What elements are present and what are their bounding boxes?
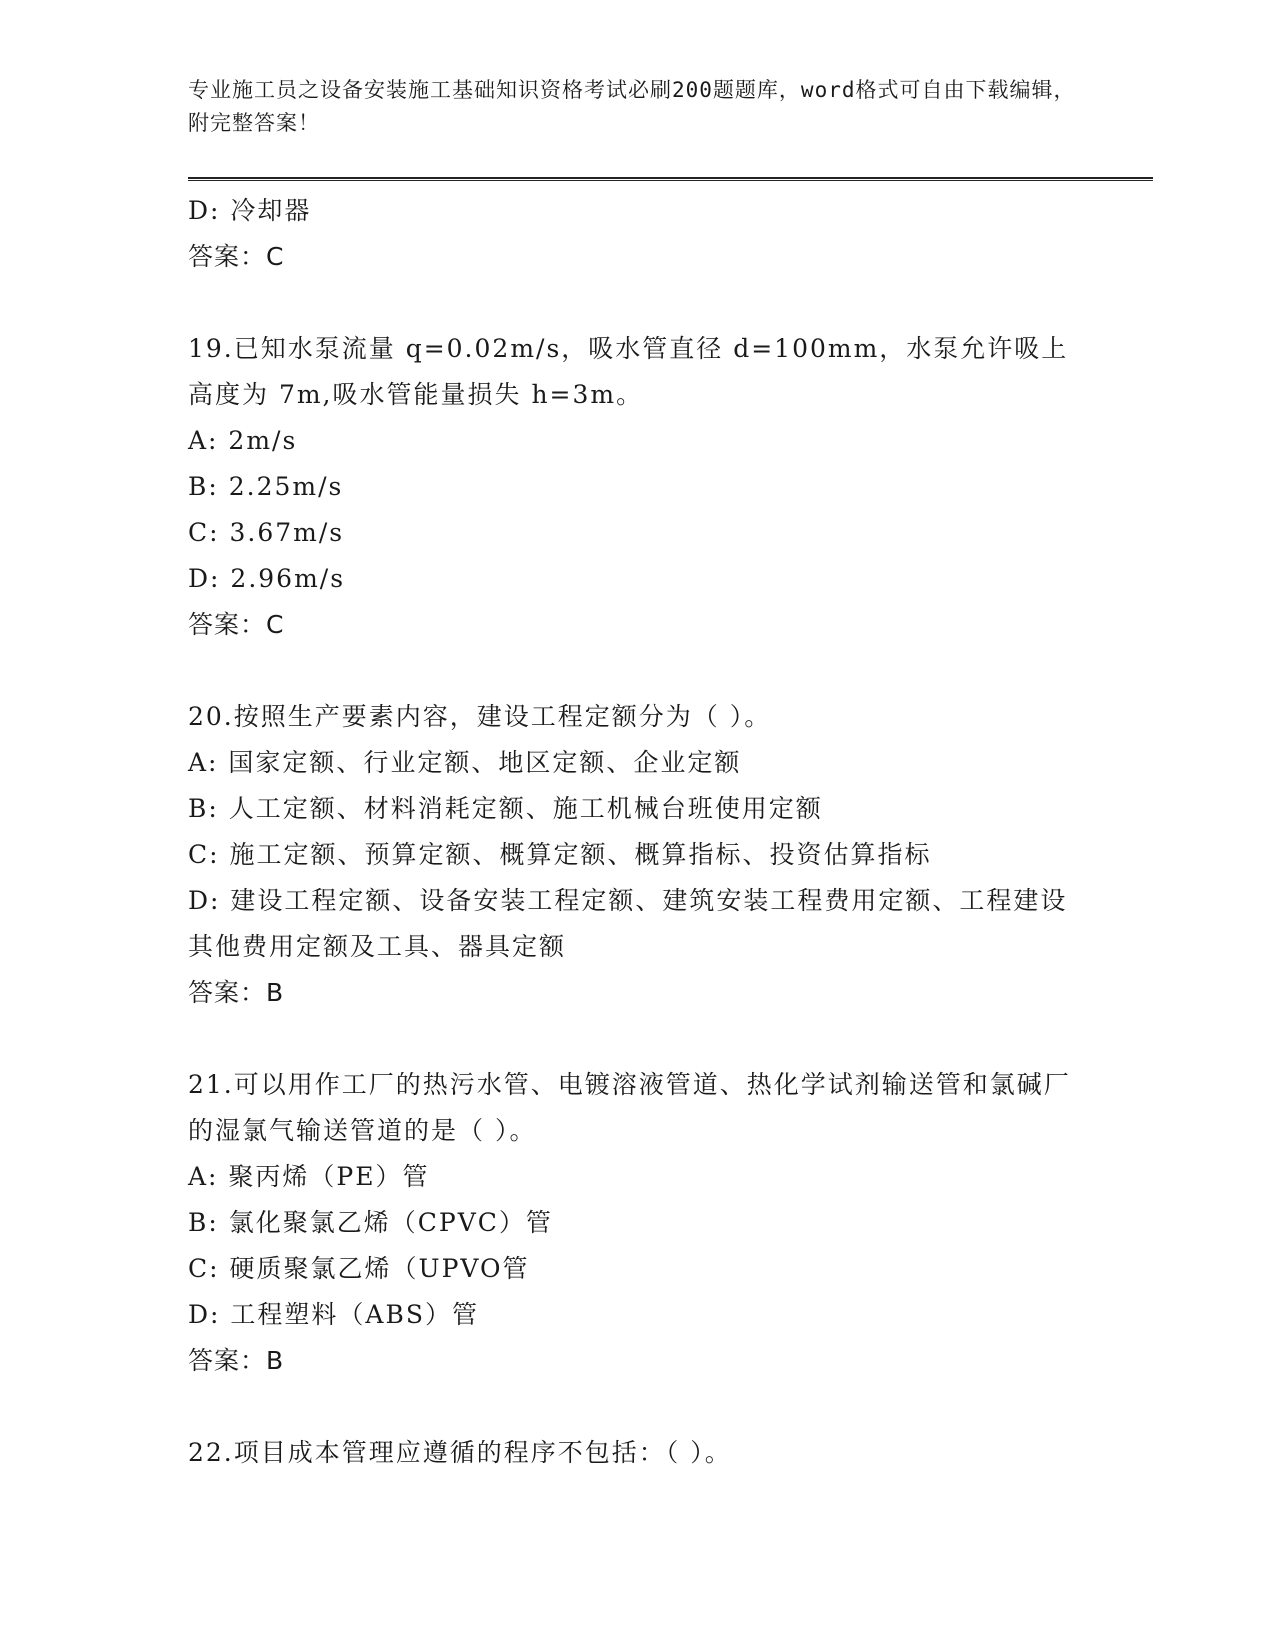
option-b: B: 2.25m/s	[188, 472, 344, 501]
option-a: A: 国家定额、行业定额、地区定额、企业定额	[188, 748, 742, 777]
answer: 答案：B	[188, 1346, 285, 1375]
question-content	[188, 188, 1088, 1476]
option-b: B: 人工定额、材料消耗定额、施工机械台班使用定额	[188, 794, 823, 823]
option-b: B: 氯化聚氯乙烯（CPVC）管	[188, 1208, 553, 1237]
answer: 答案：C	[188, 610, 285, 639]
option-a: A: 聚丙烯（PE）管	[188, 1162, 430, 1191]
option-d: D: 建设工程定额、设备安装工程定额、建筑安装工程费用定额、工程建设其他费用定额及工具、器具定额	[188, 886, 1068, 961]
document-title: 专业施工员之设备安装施工基础知识资格考试必刷200题题库，word格式可自由下载编辑，附完整答案！	[188, 78, 1076, 135]
option-a: A: 2m/s	[188, 426, 298, 455]
question-stem: 22.项目成本管理应遵循的程序不包括：（ ）。	[188, 1438, 732, 1467]
option-c: C: 施工定额、预算定额、概算定额、概算指标、投资估算指标	[188, 840, 932, 869]
header-divider	[188, 177, 1153, 181]
question-22	[188, 1430, 1088, 1476]
option-c: C: 硬质聚氯乙烯（UPVO管	[188, 1254, 530, 1283]
answer: 答案：B	[188, 978, 285, 1007]
option-d: D: 冷却器	[188, 196, 312, 225]
question-19	[188, 326, 1088, 648]
question-20	[188, 694, 1088, 1016]
question-stem: 20.按照生产要素内容，建设工程定额分为（ ）。	[188, 702, 772, 731]
carryover-question	[188, 188, 1088, 280]
question-stem: 21.可以用作工厂的热污水管、电镀溶液管道、热化学试剂输送管和氯碱厂的湿氯气输送管道的是（ ）。	[188, 1070, 1071, 1145]
option-d: D: 2.96m/s	[188, 564, 346, 593]
question-stem: 19.已知水泵流量 q=0.02m/s，吸水管直径 d=100mm，水泵允许吸上高度为 7m,吸水管能量损失 h=3m。	[188, 334, 1069, 409]
option-d: D: 工程塑料（ABS）管	[188, 1300, 479, 1329]
question-21	[188, 1062, 1088, 1384]
answer: 答案：C	[188, 242, 285, 271]
option-c: C: 3.67m/s	[188, 518, 345, 547]
page-header	[188, 74, 1088, 140]
